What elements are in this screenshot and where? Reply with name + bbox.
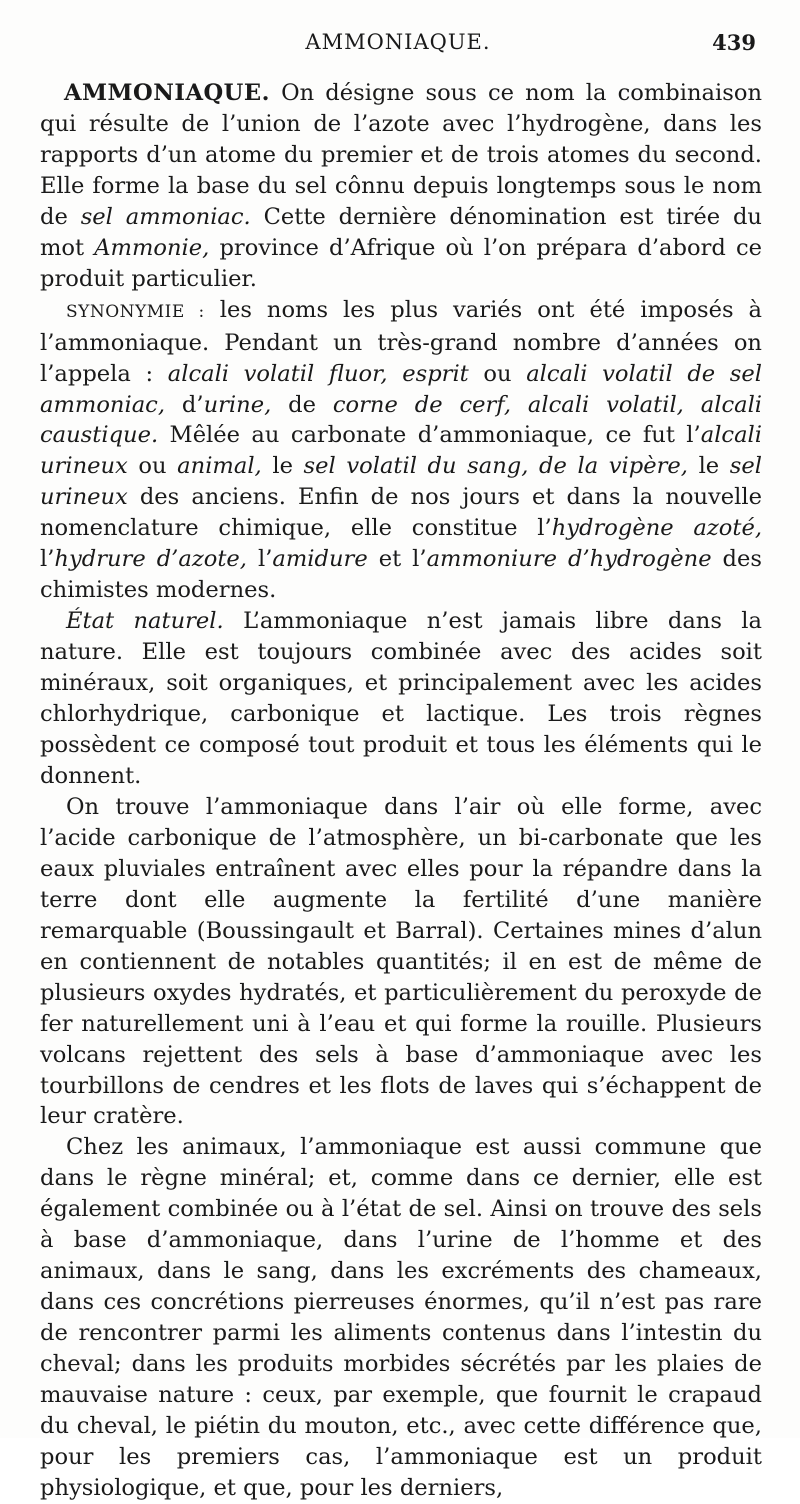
italic-run: alcali urineux <box>40 422 762 480</box>
text-run: On trouve l’ammoniaque dans l’air où elle forme, avec l’acide carbonique de l’atmosphère, un bi-carbonate que les eaux pluviales entraînent avec elles pour la répandre dans la terre dont elle augmente la fertilité d’une manière remarquable (Boussingault et Barral). Certaines mines d’alun en contiennent de notables quantités; il en est de même de plusieurs oxydes hydratés, et particulièrement du peroxyde de fer naturellement uni à l’eau et qui forme la rouille. Plusieurs volcans rejettent des sels à base d’ammoniaque avec les tourbillons de cendres et les flots de laves qui s’échappent de leur cratère. <box>40 793 762 1130</box>
paragraph-air <box>40 792 762 1132</box>
italic-run: hydrogène azoté, <box>551 515 763 542</box>
text-run: Mêlée au carbonate d’ammoniaque, ce fut l’ <box>158 422 701 449</box>
page-header <box>40 30 756 62</box>
italic-run: urine, <box>203 391 272 418</box>
text-run: L’ammoniaque n’est jamais libre dans la nature. Elle est toujours combinée avec des acides soit minéraux, soit organiques, et principalement avec les acides chlorhydrique, carbonique et lactique. Les trois règnes possèdent ce composé tout produit et tous les éléments qui le donnent. <box>40 608 762 789</box>
text-run: ou <box>127 453 178 480</box>
italic-run: sel urineux <box>40 453 762 511</box>
text-run: d’ <box>165 391 204 418</box>
text-run: des anciens. Enfin de nos jours et dans la nouvelle nomenclature chimique, elle constitue l’ <box>40 484 762 542</box>
italic-run: amidure <box>272 546 368 573</box>
paragraph-synonymie <box>40 295 762 607</box>
text-run: des chimistes modernes. <box>40 546 762 604</box>
body-text <box>40 78 762 1504</box>
section-label: SYNONYMIE : <box>66 301 205 322</box>
text-run: et l’ <box>367 546 427 573</box>
text-run: province d’Afrique où l’on prépara d’abord ce produit particulier. <box>40 234 762 292</box>
paragraph-definition <box>40 78 762 295</box>
text-run: ou <box>468 360 527 387</box>
text-run: On désigne sous ce nom la combinaison qui résulte de l’union de l’azote avec l’hydrogène, dans les rapports d’un atome du premier et de trois atomes du second. Elle forme la base du sel cônnu depuis longtemps sous le nom de <box>40 80 762 230</box>
italic-run: alcali volatil fluor, esprit <box>167 360 469 387</box>
italic-run: hydrure d’azote, <box>54 546 247 573</box>
paragraph-etat-naturel <box>40 606 762 792</box>
text-run: de <box>271 391 333 418</box>
running-title: AMMONIAQUE. <box>305 30 491 54</box>
paragraph-animaux <box>40 1132 762 1503</box>
italic-run: ammoniure d’hydrogène <box>426 546 712 573</box>
text-run: le <box>261 453 304 480</box>
italic-run: alcali volatil de sel ammoniac, <box>40 360 762 418</box>
text-run: les noms les plus variés ont été imposés à l’ammoniaque. Pendant un très-grand nombre d’années on l’appela : <box>40 296 762 387</box>
entry-term: AMMONIAQUE. <box>64 80 270 106</box>
section-label: État naturel. <box>66 608 224 635</box>
page-number: 439 <box>712 30 756 55</box>
text-run: Chez les animaux, l’ammoniaque est aussi commune que dans le règne minéral; et, comme dans ce dernier, elle est également combinée ou à l’état de sel. Ainsi on trouve des sels à base d’ammoniaque, dans l’urine de l’homme et des animaux, dans le sang, dans les excréments des chameaux, dans ces concrétions pierreuses énormes, qu’il n’est pas rare de rencontrer parmi les aliments contenus dans l’intestin du cheval; dans les produits morbides sécrétés par les plaies de mauvaise nature : ceux, par exemple, que fournit le crapaud du cheval, le piétin du mouton, etc., avec cette différence que, pour les premiers cas, l’ammoniaque est un produit physiologique, et que, pour les derniers, <box>40 1134 762 1501</box>
text-run: Cette dernière dénomination est tirée du mot <box>40 203 762 261</box>
text-run: le <box>687 453 730 480</box>
text-run: l’ <box>246 546 273 573</box>
italic-run: sel ammoniac. <box>80 203 251 230</box>
italic-run: animal, <box>177 453 262 480</box>
italic-run: corne de cerf, alcali volatil, alcali caustique. <box>40 391 763 449</box>
italic-run: sel volatil du sang, de la vipère, <box>303 453 688 480</box>
text-run: l’ <box>40 546 55 573</box>
italic-run: Ammonie, <box>94 234 210 261</box>
